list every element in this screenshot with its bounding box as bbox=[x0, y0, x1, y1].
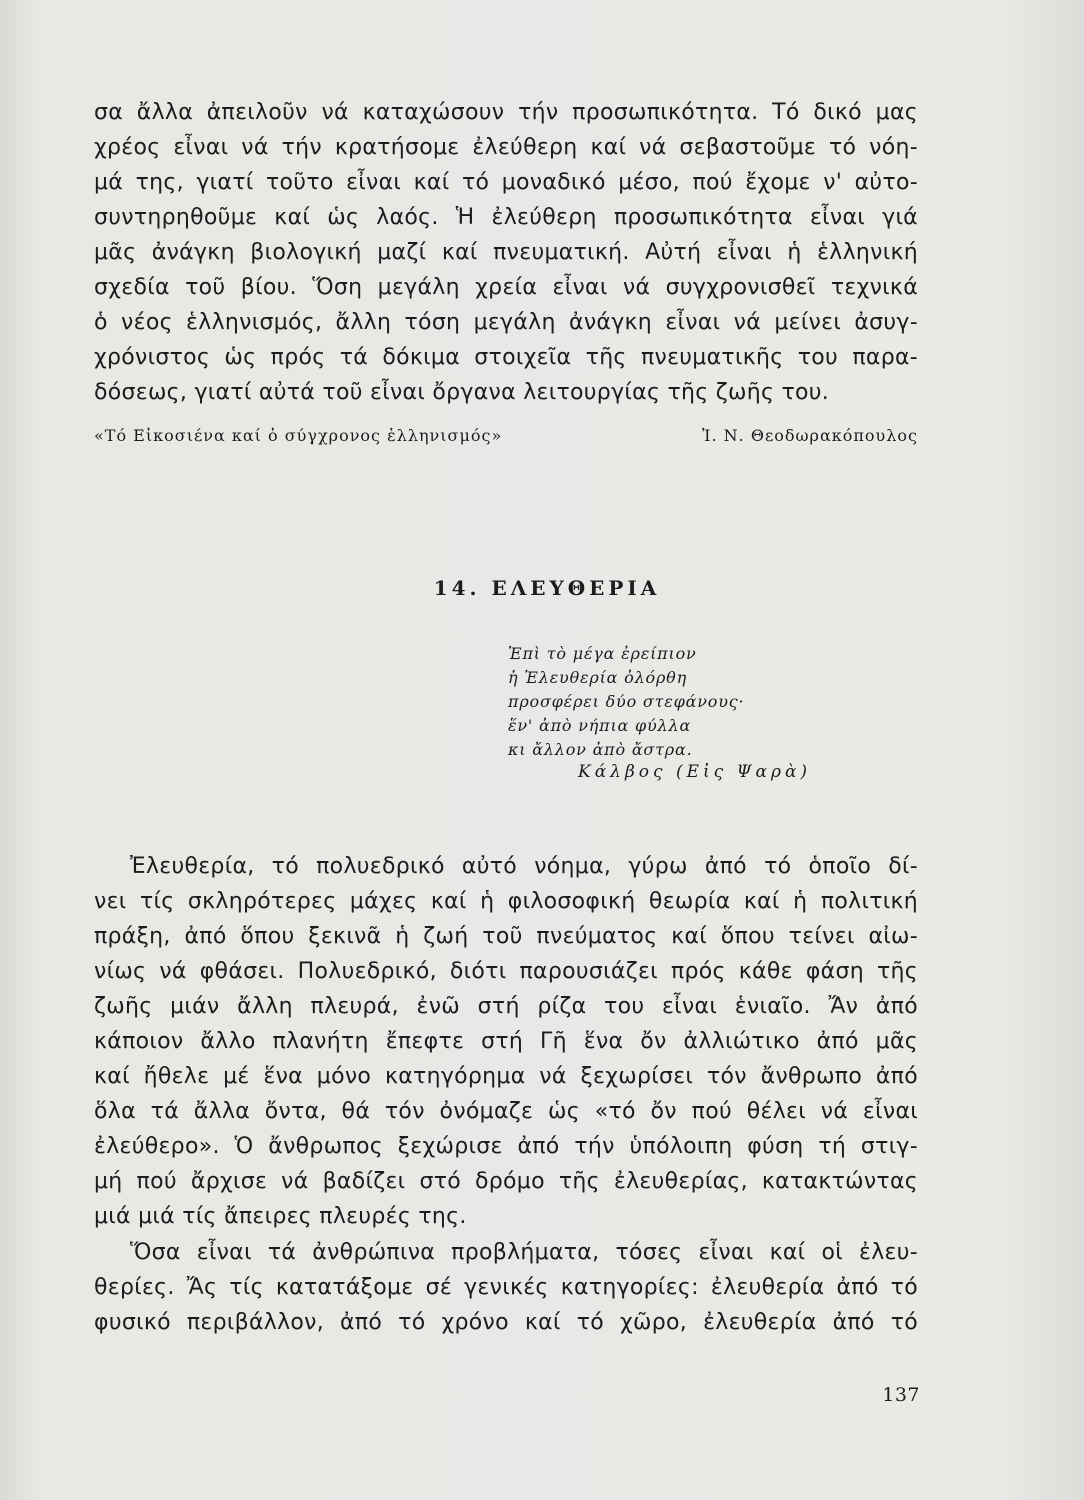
text-line: ὅλα τά ἄλλα ὄντα, θά τόν ὀνόμαζε ὡς «τό ὄν πού θέλει νά εἶναι bbox=[94, 1099, 918, 1124]
page-number: 137 bbox=[882, 1384, 920, 1406]
text-line: σα ἄλλα ἀπειλοῦν νά καταχώσουν τήν προσωπικότητα. Τό δικό μας bbox=[94, 100, 918, 125]
text-line: μιά μιά τίς ἄπειρες πλευρές της. bbox=[94, 1204, 467, 1229]
text-line: κάποιον ἄλλο πλανήτη ἔπεφτε στή Γῆ ἕνα ὄν ἀλλιώτικο ἀπό μᾶς bbox=[94, 1029, 918, 1054]
section-title: 14. ΕΛΕΥΘΕΡΙΑ bbox=[433, 576, 661, 600]
text-line: πράξη, ἀπό ὅπου ξεκινᾶ ἡ ζωή τοῦ πνεύματος καί ὅπου τείνει αἰω- bbox=[94, 924, 918, 949]
text-line: ἐλεύθερο». Ὁ ἄνθρωπος ξεχώρισε ἀπό τήν ὑπόλοιπη φύση τή στιγ- bbox=[94, 1134, 918, 1159]
source-citation bbox=[94, 426, 918, 456]
text-line: μᾶς ἀνάγκη βιολογική μαζί καί πνευματική. Αὐτή εἶναι ἡ ἑλληνική bbox=[94, 240, 918, 265]
text-line: σχεδία τοῦ βίου. Ὅση μεγάλη χρεία εἶναι νά συγχρονισθεῖ τεχνικά bbox=[94, 275, 918, 300]
poem-line: ἡ Ἐλευθερία ὀλόρθη bbox=[508, 668, 687, 687]
text-line: ὁ νέος ἑλληνισμός, ἄλλη τόση μεγάλη ἀνάγκη εἶναι νά μείνει ἀσυγ- bbox=[94, 310, 918, 335]
poem-attribution: Κάλβος (Εἰς Ψαρὰ) bbox=[578, 762, 812, 782]
poem-line: Ἐπὶ τὸ μέγα ἐρείπιον bbox=[508, 644, 697, 663]
text-line: θερίες. Ἄς τίς κατατάξομε σέ γενικές κατηγορίες: ἐλευθερία ἀπό τό bbox=[94, 1275, 918, 1300]
text-line: νει τίς σκληρότερες μάχες καί ἡ φιλοσοφική θεωρία καί ἡ πολιτική bbox=[94, 889, 918, 914]
poem-line: ἕν' ἀπὸ νήπια φύλλα bbox=[508, 716, 692, 735]
text-line: Ἐλευθερία, τό πολυεδρικό αὐτό νόημα, γύρω ἀπό τό ὁποῖο δί- bbox=[130, 854, 918, 879]
text-line: χρόνιστος ὡς πρός τά δόκιμα στοιχεῖα τῆς πνευματικῆς του παρα- bbox=[94, 345, 918, 370]
text-line: καί ἤθελε μέ ἕνα μόνο κατηγόρημα νά ξεχωρίσει τόν ἄνθρωπο ἀπό bbox=[94, 1064, 918, 1089]
poem-epigraph bbox=[508, 642, 744, 762]
text-line: φυσικό περιβάλλον, ἀπό τό χρόνο καί τό χῶρο, ἐλευθερία ἀπό τό bbox=[94, 1310, 918, 1335]
text-line: ζωῆς μιάν ἄλλη πλευρά, ἐνῶ στή ρίζα του εἶναι ἑνιαῖο. Ἄν ἀπό bbox=[94, 994, 918, 1019]
text-line: μή πού ἄρχισε νά βαδίζει στό δρόμο τῆς ἐλευθερίας, κατακτώντας bbox=[94, 1169, 918, 1194]
text-line: νίως νά φθάσει. Πολυεδρικό, διότι παρουσιάζει πρός κάθε φάση τῆς bbox=[94, 959, 918, 984]
source-author: Ἰ. Ν. Θεοδωρακόπουλος bbox=[702, 426, 918, 445]
text-line: χρέος εἶναι νά τήν κρατήσομε ἐλεύθερη καί νά σεβαστοῦμε τό νόη- bbox=[94, 135, 918, 160]
poem-line: προσφέρει δύο στεφάνους· bbox=[508, 692, 745, 711]
poem-line: κι ἄλλον ἀπὸ ἄστρα. bbox=[508, 740, 693, 759]
text-line: δόσεως, γιατί αὐτά τοῦ εἶναι ὄργανα λειτουργίας τῆς ζωῆς του. bbox=[94, 380, 830, 405]
text-line: Ὅσα εἶναι τά ἀνθρώπινα προβλήματα, τόσες εἶναι καί οἱ ἐλευ- bbox=[130, 1240, 918, 1265]
text-line: συντηρηθοῦμε καί ὡς λαός. Ἡ ἐλεύθερη προσωπικότητα εἶναι γιά bbox=[94, 205, 918, 230]
text-line: μά της, γιατί τοῦτο εἶναι καί τό μοναδικό μέσο, πού ἔχομε ν' αὐτο- bbox=[94, 170, 918, 195]
source-title: «Τό Εἰκοσιένα καί ὁ σύγχρονος ἑλληνισμός» bbox=[94, 426, 503, 445]
